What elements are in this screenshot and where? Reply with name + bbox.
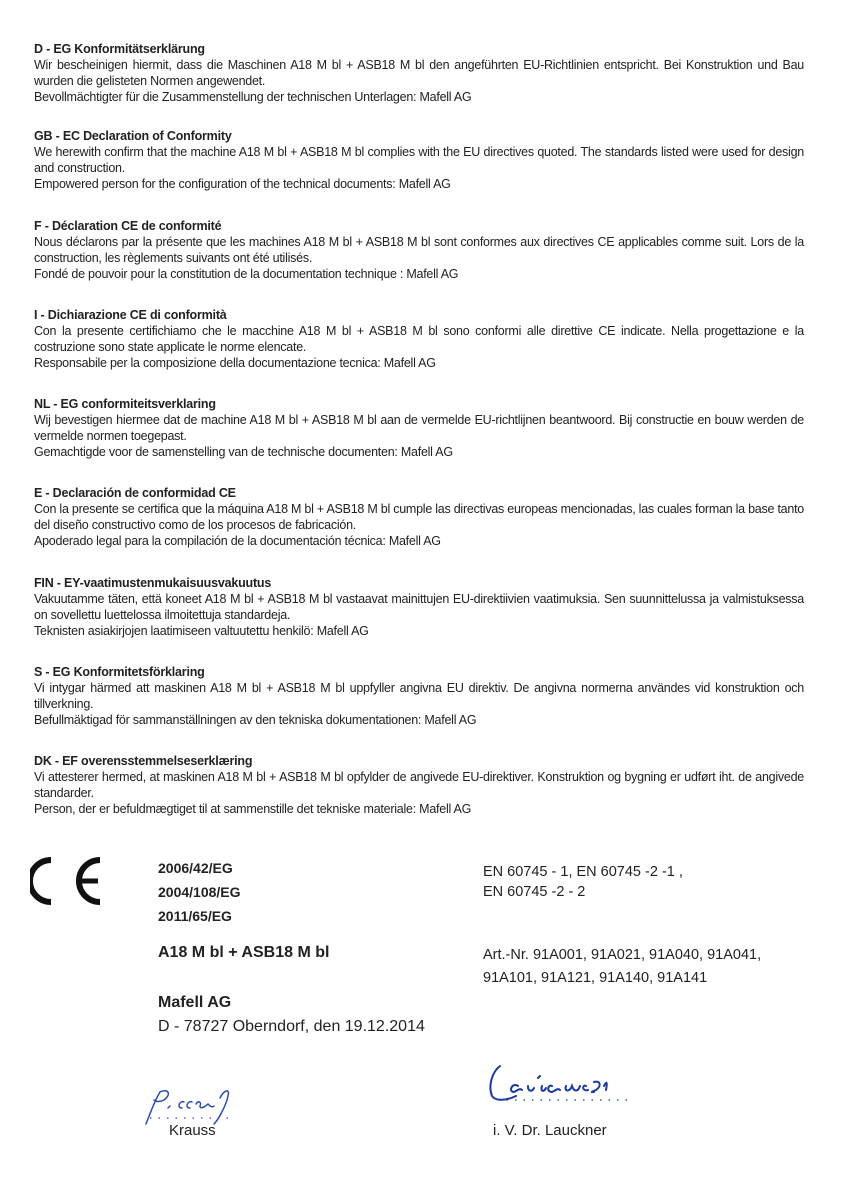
standard-line: EN 60745 - 1, EN 60745 -2 -1 ,	[483, 864, 683, 880]
directive-item: 2004/108/EG	[158, 884, 241, 900]
declaration-body: Vi intygar härmed att maskinen A18 M bl + ASB18 M bl uppfyller angivna EU direktiv. De angivna normerna användes vid konstruktion och tillverkning.	[34, 681, 804, 711]
article-numbers-line: Art.-Nr. 91A001, 91A021, 91A040, 91A041,	[483, 947, 762, 963]
declaration-body: Vakuutamme täten, että koneet A18 M bl + ASB18 M bl vastaavat mainittujen EU-direktiivien vaatimuksia. Sen suunnittelussa ja valmistuksessa on sovellettu luettelossa ilmoitettuja standardeja.	[34, 592, 804, 622]
declaration-empowered: Befullmäktigad för sammanställningen av den tekniska dokumentationen: Mafell AG	[34, 713, 477, 727]
signatory-left: Krauss	[169, 1122, 216, 1139]
directive-item: 2006/42/EG	[158, 860, 233, 876]
declaration-heading: D - EG Konformitätserklärung	[34, 42, 205, 56]
declaration-heading: DK - EF overensstemmelseserklæring	[34, 754, 253, 768]
declaration-body: Con la presente se certifica que la máquina A18 M bl + ASB18 M bl cumple las directivas europeas mencionadas, las cuales forman la base tanto del diseño constructivo como de los procesos de fabricación.	[34, 502, 804, 532]
model-name: A18 M bl + ASB18 M bl	[158, 944, 330, 961]
company-name: Mafell AG	[158, 994, 232, 1011]
declaration-nl	[34, 396, 804, 460]
declaration-body: Nous déclarons par la présente que les machines A18 M bl + ASB18 M bl sont conformes aux directives CE applicables comme suit. Lors de la construction, les règlements suivants ont été utilisés.	[34, 235, 804, 265]
declaration-heading: E - Declaración de conformidad CE	[34, 486, 236, 500]
declaration-heading: GB - EC Declaration of Conformity	[34, 129, 232, 143]
declaration-heading: FIN - EY-vaatimustenmukaisuusvakuutus	[34, 576, 272, 590]
declaration-empowered: Apoderado legal para la compilación de la documentación técnica: Mafell AG	[34, 534, 441, 548]
declaration-empowered: Gemachtigde voor de samenstelling van de technische documenten: Mafell AG	[34, 445, 453, 459]
declaration-empowered: Bevollmächtigter für die Zusammenstellung der technischen Unterlagen: Mafell AG	[34, 90, 472, 104]
article-numbers-line: 91A101, 91A121, 91A140, 91A141	[483, 970, 708, 986]
declaration-fi	[34, 575, 804, 639]
declaration-heading: S - EG Konformitetsförklaring	[34, 665, 205, 679]
declaration-heading: I - Dichiarazione CE di conformità	[34, 308, 227, 322]
declaration-dk	[34, 753, 804, 817]
declaration-de	[34, 41, 804, 105]
ce-mark-icon	[30, 856, 112, 906]
declaration-body: Wir bescheinigen hiermit, dass die Maschinen A18 M bl + ASB18 M bl den angeführten EU-Richtlinien entspricht. Bei Konstruktion und Bau wurden die gelisteten Normen angewendet.	[34, 58, 804, 88]
standard-line: EN 60745 -2 - 2	[483, 884, 586, 900]
declaration-body: Con la presente certifichiamo che le macchine A18 M bl + ASB18 M bl sono conformi alle direttive CE indicate. Nella progettazione e la costruzione sono state applicate le norme elencate.	[34, 324, 804, 354]
declaration-body: We herewith confirm that the machine A18 M bl + ASB18 M bl complies with the EU directives quoted. The standards listed were used for design and construction.	[34, 145, 804, 175]
directive-item: 2011/65/EG	[158, 908, 232, 924]
place-date: D - 78727 Oberndorf, den 19.12.2014	[158, 1018, 425, 1035]
declaration-fr	[34, 218, 804, 282]
signatory-right: i. V. Dr. Lauckner	[493, 1122, 607, 1139]
declaration-gb	[34, 128, 804, 192]
declaration-se	[34, 664, 804, 728]
declaration-empowered: Person, der er befuldmægtiget til at sammenstille det tekniske materiale: Mafell AG	[34, 802, 472, 816]
declaration-body: Wij bevestigen hiermee dat de machine A18 M bl + ASB18 M bl aan de vermelde EU-richtlijnen beantwoord. Bij constructie en bouw werden de vermelde normen toegepast.	[34, 413, 804, 443]
signature-lauckner-icon	[478, 1056, 638, 1108]
declaration-empowered: Teknisten asiakirjojen laatimiseen valtuutettu henkilö: Mafell AG	[34, 624, 369, 638]
declaration-heading: NL - EG conformiteitsverklaring	[34, 397, 216, 411]
declaration-heading: F - Déclaration CE de conformité	[34, 219, 222, 233]
declaration-es	[34, 485, 804, 549]
declaration-empowered: Fondé de pouvoir pour la constitution de la documentation technique : Mafell AG	[34, 267, 459, 281]
declaration-it	[34, 307, 804, 371]
declaration-empowered: Empowered person for the configuration of the technical documents: Mafell AG	[34, 177, 451, 191]
declaration-empowered: Responsabile per la composizione della documentazione tecnica: Mafell AG	[34, 356, 436, 370]
declaration-body: Vi attesterer hermed, at maskinen A18 M bl + ASB18 M bl opfylder de angivede EU-direktiver. Konstruktion og bygning er udført iht. de angivede standarder.	[34, 770, 804, 800]
